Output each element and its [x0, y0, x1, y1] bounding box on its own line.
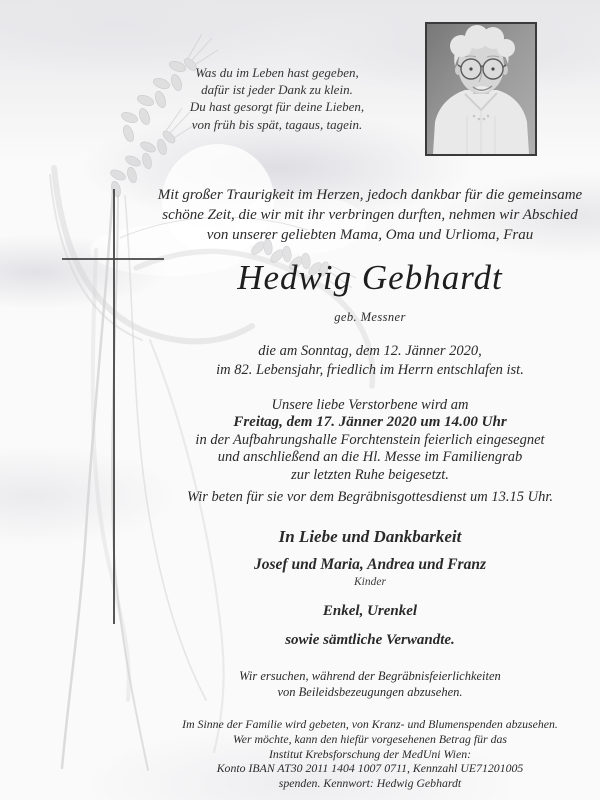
- donation-note: [140, 717, 600, 791]
- deceased-portrait-photo: [425, 22, 537, 156]
- memorial-poem: [167, 64, 387, 133]
- farewell-heading: In Liebe und Dankbarkeit: [278, 527, 462, 546]
- funeral-line: in der Aufbahrungshalle Forchtenstein feierlich eingesegnet: [195, 431, 545, 448]
- funeral-intro: Unsere liebe Verstorbene wird am: [271, 397, 469, 413]
- condolence-line: von Beileidsbezeugungen abzusehen.: [277, 685, 463, 700]
- condolence-request: [140, 668, 600, 701]
- donation-line: Konto IBAN AT30 2011 1404 1007 0711, Kennzahl UE71201005: [216, 761, 524, 776]
- passing-line: die am Sonntag, dem 12. Jänner 2020,: [258, 343, 482, 359]
- funeral-details: [140, 397, 600, 484]
- poem-line: Was du im Leben hast gegeben,: [195, 65, 359, 80]
- passing-line: im 82. Lebensjahr, friedlich im Herrn entschlafen ist.: [216, 361, 524, 378]
- relatives-line: sowie sämtliche Verwandte.: [285, 632, 455, 648]
- funeral-line: und anschließend an die Hl. Messe im Familiengrab: [217, 449, 523, 466]
- funeral-datetime: Freitag, dem 17. Jänner 2020 um 14.00 Uhr: [233, 414, 507, 431]
- donation-line: Institut Krebsforschung der MedUni Wien:: [268, 746, 472, 761]
- intro-line: von unserer geliebten Mama, Oma und Urlioma, Frau: [206, 227, 534, 244]
- children-names: Josef und Maria, Andrea und Franz: [254, 556, 486, 573]
- prayer-note: Wir beten für sie vor dem Begräbnisgottesdienst um 13.15 Uhr.: [186, 489, 554, 505]
- poem-line: dafür ist jeder Dank zu klein.: [201, 82, 353, 98]
- passing-text: [140, 342, 600, 379]
- portrait-image: [427, 24, 535, 154]
- funeral-line: zur letzten Ruhe beigesetzt.: [291, 466, 449, 483]
- maiden-name: geb. Messner: [334, 310, 406, 324]
- condolence-line: Wir ersuchen, während der Begräbnisfeierlichkeiten: [239, 669, 501, 683]
- intro-line: schöne Zeit, die wir mit ihr verbringen durften, nehmen wir Abschied: [162, 207, 578, 224]
- introduction-text: [140, 185, 600, 246]
- donation-line: Wer möchte, kann den hiefür vorgesehenen Betrag für das: [232, 731, 507, 746]
- grandchildren-line: Enkel, Urenkel: [322, 603, 418, 619]
- donation-line: Im Sinne der Familie wird gebeten, von Kranz- und Blumenspenden abzusehen.: [182, 717, 558, 731]
- donation-line: spenden. Kennwort: Hedwig Gebhardt: [278, 776, 462, 791]
- deceased-name: Hedwig Gebhardt: [237, 258, 503, 297]
- poem-line: von früh bis spät, tagaus, tagein.: [191, 116, 363, 132]
- intro-line: Mit großer Traurigkeit im Herzen, jedoch dankbar für die gemeinsame: [157, 187, 583, 203]
- poem-line: Du hast gesorgt für deine Lieben,: [189, 99, 365, 115]
- children-label: Kinder: [354, 576, 386, 588]
